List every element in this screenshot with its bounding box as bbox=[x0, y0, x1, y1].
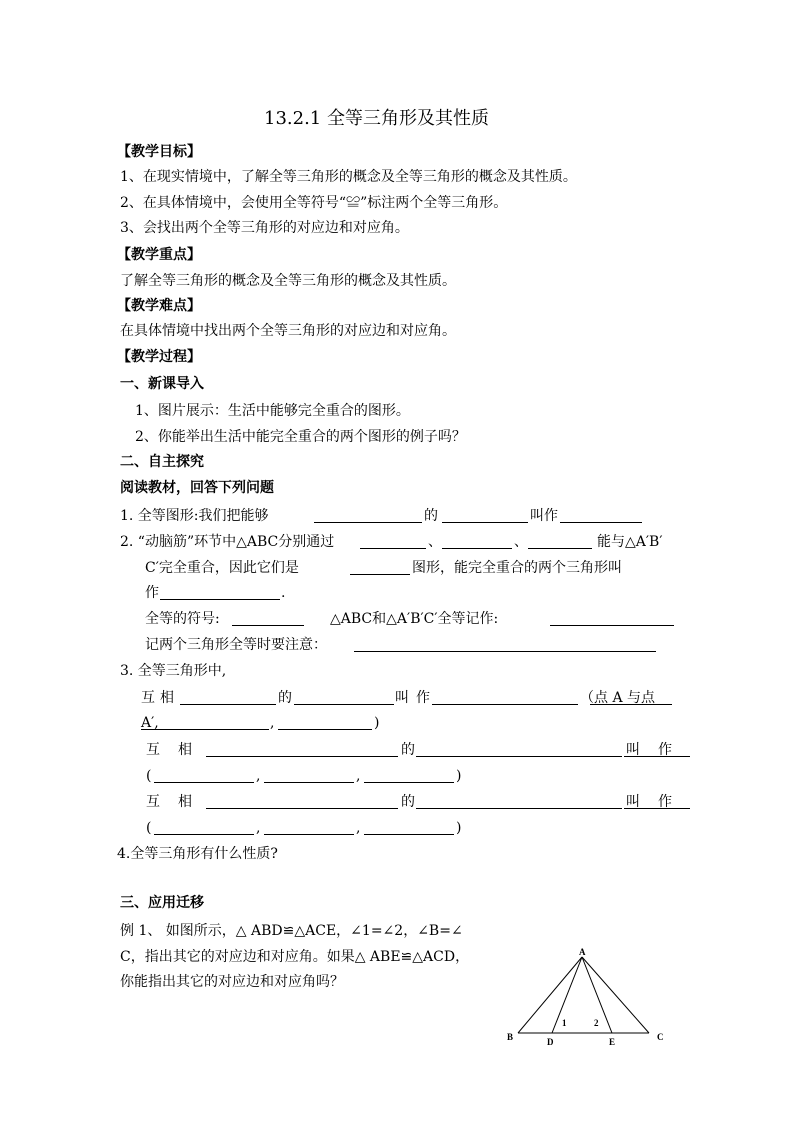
q2-sep-2: 、 bbox=[514, 534, 528, 550]
q3-l6-c1: , bbox=[256, 820, 261, 836]
difficulties-text: 在具体情境中找出两个全等三角形的对应边和对应角。 bbox=[120, 323, 456, 339]
q2-symbol-label: 全等的符号: bbox=[145, 611, 220, 627]
q3-l1-de: 的 bbox=[278, 690, 292, 706]
q3-l5-hu: 互 bbox=[146, 794, 160, 810]
segment-ad bbox=[552, 957, 582, 1033]
q3-l4-close: ) bbox=[456, 768, 462, 784]
label-angle-1: 1 bbox=[562, 1018, 567, 1028]
q3-l1-hu: 互 bbox=[141, 690, 155, 706]
label-b: B bbox=[507, 1032, 514, 1042]
q4-text: 4.全等三角形有什么性质? bbox=[117, 846, 278, 862]
q1-blank-1[interactable] bbox=[314, 522, 422, 523]
q2-record-blank[interactable] bbox=[550, 625, 674, 626]
q2-blank-5[interactable] bbox=[160, 599, 280, 600]
key-points-heading: 【教学重点】 bbox=[117, 247, 201, 263]
q2-blank-1[interactable] bbox=[360, 548, 426, 549]
q3-l5-de: 的 bbox=[401, 794, 415, 810]
q2-note-blank[interactable] bbox=[354, 651, 656, 652]
explore-subheading: 阅读教材，回答下列问题 bbox=[120, 480, 274, 496]
q2-text-c: C′完全重合，因此它们是 bbox=[145, 560, 299, 576]
intro-item: 2、你能举出生活中能完全重合的两个图形的例子吗？ bbox=[135, 429, 466, 445]
key-points-text: 了解全等三角形的概念及全等三角形的概念及其性质。 bbox=[120, 273, 456, 289]
q3-l1-xiang: 相 bbox=[160, 690, 174, 706]
q1-text-c: 叫作 bbox=[530, 508, 558, 524]
q3-l5-xiang: 相 bbox=[178, 794, 192, 810]
q3-l1-blank-2[interactable] bbox=[294, 704, 394, 705]
q3-l3-jiao: 叫 bbox=[626, 742, 640, 758]
label-c: C bbox=[657, 1032, 664, 1042]
example-line: 例 1、 如图所示，△ ABD≌△ACE，∠1=∠2，∠B=∠ bbox=[120, 923, 463, 939]
q2-text-f: . bbox=[281, 585, 286, 601]
label-e: E bbox=[609, 1037, 616, 1047]
q2-blank-2[interactable] bbox=[442, 548, 512, 549]
q2-text-b: 能与△A′B′ bbox=[597, 534, 663, 550]
q3-l4-c2: , bbox=[356, 768, 361, 784]
q3-l3-xiang: 相 bbox=[178, 742, 192, 758]
q3-l3-de: 的 bbox=[401, 742, 415, 758]
label-d: D bbox=[547, 1037, 554, 1047]
q3-l6-open: ( bbox=[146, 820, 152, 836]
q2-blank-4[interactable] bbox=[350, 574, 410, 575]
q3-l2-comma: , bbox=[270, 715, 275, 731]
q3-l6-blank-1[interactable] bbox=[154, 834, 254, 835]
q2-symbol-blank[interactable] bbox=[232, 625, 304, 626]
q3-l1-tail-underline bbox=[590, 704, 672, 705]
q3-l6-close: ) bbox=[456, 820, 462, 836]
q3-l4-blank-2[interactable] bbox=[264, 782, 354, 783]
side-ab bbox=[518, 957, 582, 1033]
side-ac bbox=[582, 957, 649, 1033]
objective-item: 2、在具体情境中，会使用全等符号“≌”标注两个全等三角形。 bbox=[120, 195, 508, 211]
q1-text-a: 1. 全等图形:我们把能够 bbox=[120, 508, 269, 524]
example-line: 你能指出其它的对应边和对应角吗？ bbox=[120, 974, 344, 990]
q3-l1-jiao: 叫 bbox=[395, 690, 409, 706]
q3-l4-open: ( bbox=[146, 768, 152, 784]
q3-l1-tail: （点 A 与点 bbox=[580, 690, 656, 706]
example-line: C，指出其它的对应边和对应角。如果△ ABE≌△ACD， bbox=[120, 949, 470, 965]
q3-l2-blank-2[interactable] bbox=[278, 729, 372, 730]
q3-l5-blank-1[interactable] bbox=[206, 808, 398, 809]
q3-l4-blank-3[interactable] bbox=[364, 782, 454, 783]
q3-l6-c2: , bbox=[356, 820, 361, 836]
q2-note-label: 记两个三角形全等时要注意： bbox=[145, 637, 327, 653]
q3-l6-blank-2[interactable] bbox=[264, 834, 354, 835]
process-heading: 【教学过程】 bbox=[117, 349, 201, 365]
q3-l1-blank-1[interactable] bbox=[180, 704, 276, 705]
q3-l5-blank-2[interactable] bbox=[416, 808, 622, 809]
q3-l3-hu: 互 bbox=[146, 742, 160, 758]
q3-l3-zuo: 作 bbox=[658, 742, 672, 758]
q1-blank-2[interactable] bbox=[442, 522, 528, 523]
difficulties-heading: 【教学难点】 bbox=[117, 298, 201, 314]
objective-item: 3、会找出两个全等三角形的对应边和对应角。 bbox=[120, 220, 409, 236]
q3-l5-jiao: 叫 bbox=[626, 794, 640, 810]
q3-heading: 3. 全等三角形中, bbox=[120, 663, 227, 679]
q2-sep-1: 、 bbox=[428, 534, 442, 550]
q3-l6-blank-3[interactable] bbox=[364, 834, 454, 835]
q3-l2-close: ) bbox=[374, 715, 380, 731]
q3-l3-blank-1[interactable] bbox=[206, 756, 398, 757]
q3-l3-tail-underline bbox=[624, 756, 690, 757]
q3-l4-blank-1[interactable] bbox=[154, 782, 254, 783]
q3-l2-blank-1[interactable] bbox=[141, 729, 269, 730]
intro-item: 1、图片展示：生活中能够完全重合的图形。 bbox=[135, 403, 410, 419]
q3-l1-blank-3[interactable] bbox=[432, 704, 578, 705]
q2-blank-3[interactable] bbox=[528, 548, 592, 549]
objectives-heading: 【教学目标】 bbox=[117, 144, 201, 160]
label-a: A bbox=[579, 947, 586, 957]
q3-l3-blank-2[interactable] bbox=[416, 756, 622, 757]
intro-heading: 一、新课导入 bbox=[120, 376, 204, 392]
explore-heading: 二、自主探究 bbox=[120, 454, 204, 470]
q2-text-a: 2. “动脑筋”环节中△ABC分别通过 bbox=[120, 534, 335, 550]
q3-l2-head: A′, bbox=[141, 715, 159, 731]
q3-l5-zuo: 作 bbox=[658, 794, 672, 810]
page-title: 13.2.1 全等三角形及其性质 bbox=[264, 108, 489, 129]
q2-text-e: 作 bbox=[145, 585, 159, 601]
q2-text-d: 图形，能完全重合的两个三角形叫 bbox=[412, 560, 622, 576]
q3-l5-tail-underline bbox=[624, 808, 690, 809]
segment-ae bbox=[582, 957, 612, 1033]
q1-blank-3[interactable] bbox=[560, 522, 642, 523]
apply-heading: 三、应用迁移 bbox=[120, 895, 204, 911]
q3-l4-c1: , bbox=[256, 768, 261, 784]
q3-l1-zuo: 作 bbox=[416, 690, 430, 706]
q2-record-label: △ABC和△A′B′C′全等记作: bbox=[330, 611, 499, 627]
label-angle-2: 2 bbox=[594, 1018, 599, 1028]
objective-item: 1、在现实情境中，了解全等三角形的概念及全等三角形的概念及其性质。 bbox=[120, 169, 577, 185]
q1-text-b: 的 bbox=[424, 508, 438, 524]
